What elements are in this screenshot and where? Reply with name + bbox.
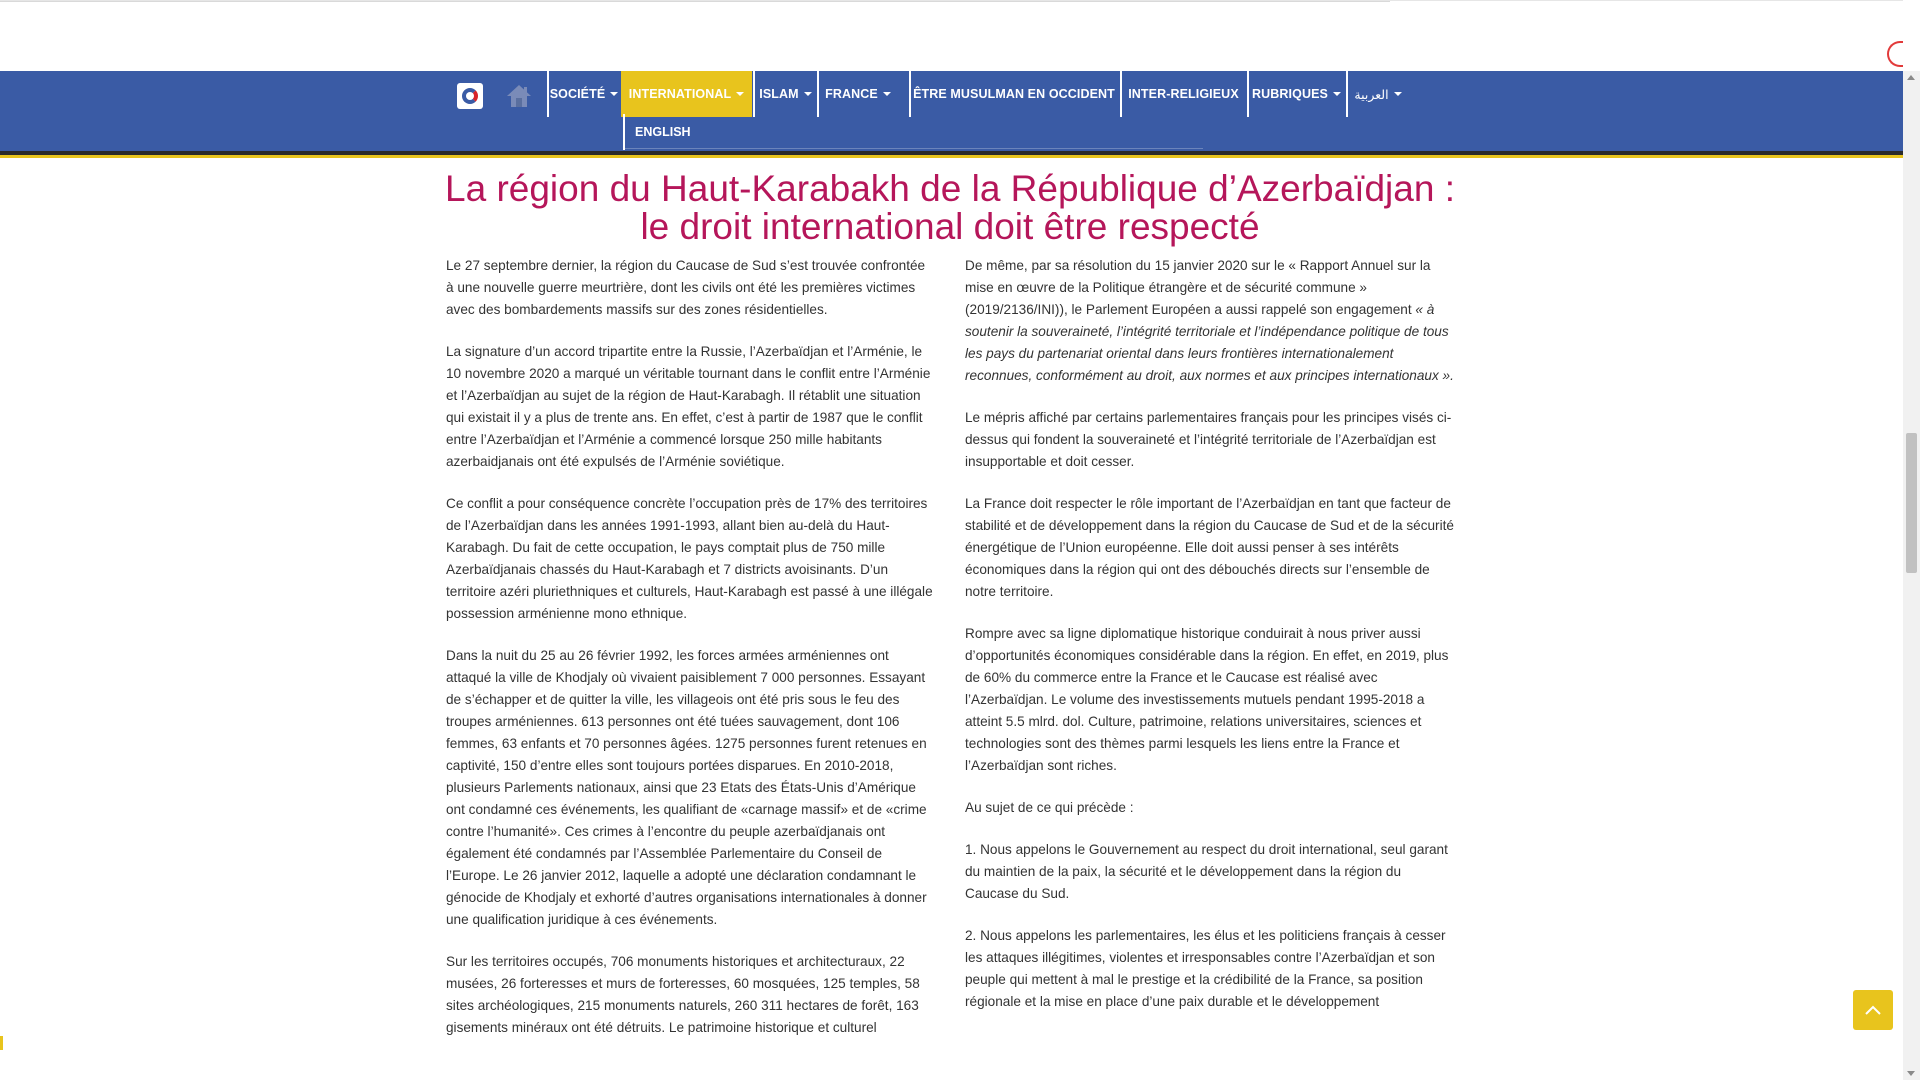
chevron-down-icon <box>736 92 744 96</box>
nav-etre-musulman[interactable]: ÊTRE MUSULMAN EN OCCIDENT <box>909 71 1117 117</box>
nav-france[interactable]: FRANCE <box>817 71 897 117</box>
nav-arabic[interactable]: العربية <box>1346 71 1408 117</box>
paragraph: Dans la nuit du 25 au 26 février 1992, les forces armées arméniennes ont attaqué la ville de Khodjaly où vivaient paisiblement 7 000 personnes. Essayant de s’échapper et de quitter la ville, les villageois ont été pris sous le feu des troupes arméniennes. 613 personnes ont été tuées sauvagement, dont 106 femmes, 63 enfants et 70 personnes âgées. 1275 personnes furent retenues en captivité, 150 d’entre elles sont toujours portées disparues. En 2010-2018, plusieurs Parlements nationaux, ainsi que 23 Etats des États-Unis d’Amérique ont condamné ces événements, les qualifiant de «carnage massif» et de «crime contre l’humanité». Ces crimes à l’encontre du peuple azerbaïdjanais ont également été condamnés par l’Assemblée Parlementaire du Conseil de l’Europe. Le 26 janvier 2012, laquelle a adopté une déclaration condamnant le génocide de Khodjaly et exhorté d’autres organisations internationales à donner une qualification juridique à ces événements. <box>446 648 927 927</box>
nav-english[interactable]: ENGLISH <box>623 114 691 150</box>
home-icon[interactable] <box>505 83 533 109</box>
nav-international[interactable]: INTERNATIONAL <box>621 71 752 117</box>
top-header-strip <box>0 0 1903 72</box>
article-column-left <box>446 255 936 1035</box>
paragraph: Ce conflit a pour conséquence concrète l’occupation près de 17% des territoires de l’Azerbaïdjan dans les années 1991-1993, allant bien au-delà du Haut-Karabagh. Du fait de cette occupation, le pays comptait plus de 750 mille Azerbaïdjanais chassés du Haut-Karabagh et 7 districts avoisinants. D’un territoire azéri pluriethniques et culturels, Haut-Karabagh est passé à une illégale possession arménienne mono ethnique. <box>446 496 933 621</box>
chevron-down-icon <box>1394 92 1402 96</box>
paragraph: De même, par sa résolution du 15 janvier 2020 sur le « Rapport Annuel sur la mise en œuvre de la Politique étrangère et de sécurité commune » (2019/2136/INI)), le Parlement Européen a aussi rappelé son engagement « à soutenir la souveraineté, l’intégrité territoriale et l’indépendance politique de tous les pays du partenariat oriental dans leurs frontières internationalement reconnues, conformément au droit, aux normes et aux principes internationaux ». <box>965 258 1454 383</box>
article-title: La région du Haut-Karabakh de la République d’Azerbaïdjan : le droit international doit être respecté <box>445 168 1455 247</box>
nav-societe[interactable]: SOCIÉTÉ <box>547 71 619 117</box>
chevron-down-icon <box>1333 92 1341 96</box>
paragraph: Le mépris affiché par certains parlementaires français pour les principes visés ci-dessus qui fondent la souveraineté et l’intégrité territoriale de l’Azerbaïdjan est insupportable et doit cesser. <box>965 410 1452 469</box>
chevron-down-icon <box>804 92 812 96</box>
chevron-down-icon <box>610 92 618 96</box>
paragraph: La France doit respecter le rôle important de l’Azerbaïdjan en tant que facteur de stabilité et de développement dans la région du Caucase de Sud et de la sécurité énergétique de l’Union européenne. Elle doit aussi penser à ses intérêts économiques dans la région qui ont des débouchés directs sur l’ensemble de notre territoire. <box>965 496 1454 599</box>
paragraph: Rompre avec sa ligne diplomatique historique conduirait à nous priver aussi d’opportunités économiques considérable dans la région. En effet, en 2019, plus de 60% du commerce entre la France et le Caucase est réalisé avec l’Azerbaïdjan. Le volume des investissements mutuels pendant 1995-2018 a atteint 5.5 mlrd. dol. Culture, patrimoine, relations universitaires, sciences et technologies sont des thèmes parmi lesquels les liens entre la France et l’Azerbaïdjan sont riches. <box>965 626 1449 773</box>
nav-inner <box>447 71 1457 151</box>
page-scrollbar[interactable] <box>1903 71 1920 1080</box>
nav-islam[interactable]: ISLAM <box>753 71 816 117</box>
nav-rubriques[interactable]: RUBRIQUES <box>1247 71 1344 117</box>
paragraph: Sur les territoires occupés, 706 monuments historiques et architecturaux, 22 musées, 26 forteresses et murs de forteresses, 60 mosquées, 125 temples, 58 sites archéologiques, 215 monuments naturels, 260 311 hectares de forêt, 163 gisements minéraux ont été détruits. Le patrimoine historique et culturel <box>446 954 920 1035</box>
article-body <box>0 255 1903 1035</box>
back-to-top-button[interactable] <box>1853 990 1893 1030</box>
chevron-down-icon <box>883 92 891 96</box>
bottom-edge-mark <box>0 1036 3 1050</box>
paragraph: 2. Nous appelons les parlementaires, les élus et les politiciens français à cesser les attaques illégitimes, violentes et irresponsables contre l’Azerbaïdjan et son peuple qui mettent à mal le prestige et la crédibilité de la France, sa position régionale et la mise en place d’une paix durable et le développement <box>965 928 1446 1009</box>
scroll-thumb[interactable] <box>1906 433 1917 573</box>
paragraph: Le 27 septembre dernier, la région du Caucase de Sud s’est trouvée confrontée à une nouvelle guerre meurtrière, dont les civils ont été les premières victimes avec des bombardements massifs sur des zones résidentielles. <box>446 258 926 317</box>
partial-badge-icon <box>1887 41 1903 67</box>
chevron-up-icon <box>1864 1004 1882 1016</box>
scroll-down-icon[interactable] <box>1907 1071 1915 1076</box>
paragraph: Au sujet de ce qui précède : <box>965 800 1134 815</box>
scroll-up-icon[interactable] <box>1907 75 1915 80</box>
article-column-right <box>965 255 1455 1033</box>
paragraph: La signature d’un accord tripartite entre la Russie, l’Azerbaïdjan et l’Arménie, le 10 novembre 2020 a marqué un véritable tournant dans le conflit entre l’Arménie et l’Azerbaïdjan au sujet de la région de Haut-Karabagh. Il rétablit une situation qui existait il y a plus de trente ans. En effet, c’est à partir de 1987 que le conflit entre l’Azerbaïdjan et l’Arménie a commencé lorsque 250 mille habitants azerbaidjanais ont été expulsés de l’Arménie soviétique. <box>446 344 931 469</box>
nav-underline-yellow <box>0 155 1903 158</box>
nav-sub-divider <box>623 148 1203 149</box>
site-logo-icon[interactable] <box>457 83 483 109</box>
nav-inter-religieux[interactable]: INTER-RELIGIEUX <box>1120 71 1245 117</box>
top-divider <box>0 1 1390 2</box>
paragraph: 1. Nous appelons le Gouvernement au respect du droit international, seul garant du maintien de la paix, la sécurité et le développement dans la région du Caucase du Sud. <box>965 842 1448 901</box>
